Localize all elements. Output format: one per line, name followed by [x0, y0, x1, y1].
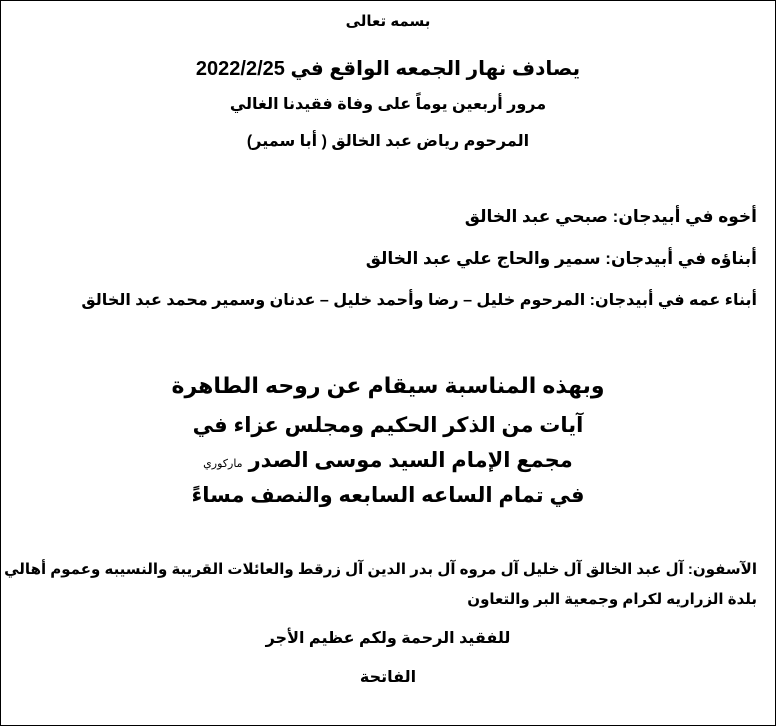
- basmala: بسمه تعالى: [345, 13, 431, 30]
- ceremony-line-1: وبهذه المناسبة سيقام عن روحه الطاهرة: [171, 373, 605, 398]
- fatiha-line: الفاتحة: [359, 669, 417, 686]
- ceremony-line-4: في تمام الساعه السابعه والنصف مساءً: [191, 484, 585, 507]
- occasion-line: مرور أربعين يوماً على وفاة فقيدنا الغالي: [229, 96, 547, 113]
- mourners-line-2: بلدة الزراريه لكرام وجمعية البر والتعاون: [467, 591, 757, 608]
- deceased-name: المرحوم رياض عبد الخالق ( أبا سمير): [246, 133, 530, 150]
- ceremony-line-2: آيات من الذكر الحكيم ومجلس عزاء في: [192, 414, 584, 437]
- mourners-line-1: الآسفون: آل عبد الخالق آل خليل آل مروه آل بدر الدين آل زرقط والعائلات القريبة والنسيبه وعموم أهالي: [4, 561, 757, 578]
- ceremony-line-3: [1, 448, 775, 473]
- venue-note: ماركوري: [203, 458, 243, 470]
- sons-line: أبناؤه في أبيدجان: سمير والحاج علي عبد الخالق: [365, 249, 757, 268]
- date-line: يصادف نهار الجمعه الواقع في 2022/2/25: [195, 58, 581, 80]
- venue-name: مجمع الإمام السيد موسى الصدر: [248, 449, 573, 472]
- brother-line: أخوه في أبيدجان: صبحي عبد الخالق: [464, 207, 757, 226]
- condolence-line: للفقيد الرحمة ولكم عظيم الأجر: [265, 630, 511, 647]
- cousins-line: أبناء عمه في أبيدجان: المرحوم خليل – رضا وأحمد خليل – عدنان وسمير محمد عبد الخالق: [81, 292, 757, 309]
